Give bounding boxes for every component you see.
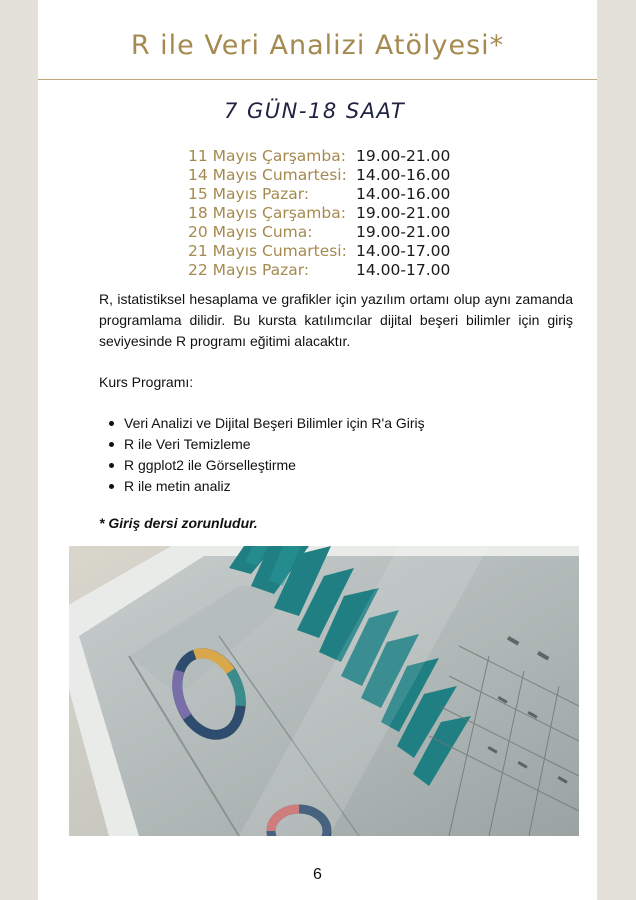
- course-description: R, istatistiksel hesaplama ve grafikler için yazılım ortamı olup aynı zamanda programlama dilidir. Bu kursta katılımcılar dijital beşeri bilimler için giriş seviyesinde R programı eğitimi alacaktır.: [99, 291, 573, 349]
- course-duration: 7 GÜN-18 SAAT: [224, 99, 406, 123]
- schedule-day: 18 Mayıs Çarşamba:: [188, 204, 346, 222]
- list-item: [106, 476, 425, 497]
- schedule-day: 15 Mayıs Pazar:: [188, 185, 310, 203]
- schedule-row: [188, 166, 451, 185]
- page: [38, 0, 597, 900]
- list-item: [106, 434, 425, 455]
- schedule-row: [188, 147, 451, 166]
- schedule-time: 14.00-16.00: [356, 185, 451, 203]
- program-heading: Kurs Programı:: [99, 374, 194, 390]
- bullet-icon: [109, 442, 114, 447]
- program-list: [106, 413, 425, 497]
- list-item-text: R ile Veri Temizleme: [124, 436, 251, 452]
- schedule-day: 11 Mayıs Çarşamba:: [188, 147, 346, 165]
- page-number: 6: [313, 866, 322, 883]
- title-divider: [38, 79, 597, 80]
- schedule-time: 14.00-17.00: [356, 242, 451, 260]
- list-item-text: R ggplot2 ile Görselleştirme: [124, 457, 296, 473]
- bullet-icon: [109, 484, 114, 489]
- list-item-text: R ile metin analiz: [124, 478, 231, 494]
- bullet-icon: [109, 463, 114, 468]
- laptop-chart-photo: [69, 546, 579, 836]
- schedule-row: [188, 242, 451, 261]
- list-item: [106, 455, 425, 476]
- schedule-row: [188, 204, 451, 223]
- schedule-day: 14 Mayıs Cumartesi:: [188, 166, 347, 184]
- list-item-text: Veri Analizi ve Dijital Beşeri Bilimler için R'a Giriş: [124, 415, 425, 431]
- schedule-list: [188, 147, 451, 280]
- schedule-time: 14.00-17.00: [356, 261, 451, 279]
- bullet-icon: [109, 421, 114, 426]
- schedule-day: 22 Mayıs Pazar:: [188, 261, 310, 279]
- schedule-day: 20 Mayıs Cuma:: [188, 223, 313, 241]
- schedule-row: [188, 223, 451, 242]
- schedule-day: 21 Mayıs Cumartesi:: [188, 242, 347, 260]
- schedule-time: 14.00-16.00: [356, 166, 451, 184]
- schedule-time: 19.00-21.00: [356, 147, 451, 165]
- schedule-time: 19.00-21.00: [356, 223, 451, 241]
- mandatory-note: * Giriş dersi zorunludur.: [99, 515, 258, 531]
- page-title: R ile Veri Analizi Atölyesi*: [130, 30, 505, 61]
- schedule-time: 19.00-21.00: [356, 204, 451, 222]
- schedule-row: [188, 261, 451, 280]
- schedule-row: [188, 185, 451, 204]
- list-item: [106, 413, 425, 434]
